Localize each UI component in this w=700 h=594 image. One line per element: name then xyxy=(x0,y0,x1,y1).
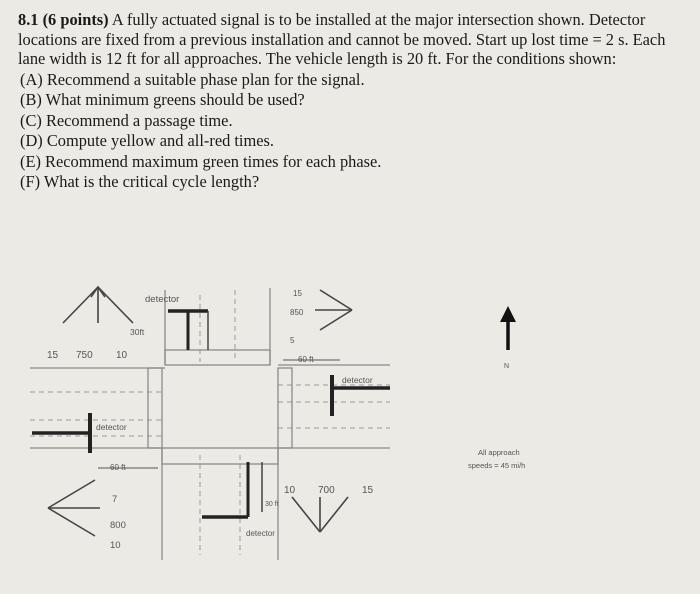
speed-note xyxy=(468,448,525,470)
stop-areas xyxy=(148,350,292,464)
west-detector-label: detector xyxy=(96,422,127,432)
north-dist-label: 30ft xyxy=(130,327,145,337)
east-movement-arrows xyxy=(315,290,352,330)
west-volume-left: 15 xyxy=(47,350,59,361)
west-volumes xyxy=(47,350,128,361)
question-d: (D) Compute yellow and all-red times. xyxy=(20,131,274,150)
north-detectors xyxy=(130,294,208,350)
west-detector xyxy=(32,413,127,453)
question-f: (F) What is the critical cycle length? xyxy=(20,172,260,191)
south-volume-left: 7 xyxy=(112,494,118,505)
question-c: (C) Recommend a passage time. xyxy=(20,110,233,130)
speed-note-line1: All approach xyxy=(478,448,520,457)
road-edges xyxy=(30,288,390,560)
west-movement-arrows xyxy=(48,480,100,536)
east-detector-label: detector xyxy=(342,375,373,385)
north-movement-arrows xyxy=(63,287,133,323)
question-b: (B) What minimum greens should be used? xyxy=(20,90,305,109)
problem-body: A fully actuated signal is to be installed at the major intersection shown. Detector locations are fixed from a previous installation and cannot be moved. Start up lost time = 2 s. Each lane width is 12 ft for all approaches. The vehicle length is 20 ft. For the conditions shown: xyxy=(18,10,666,68)
west-dist-label: 60 ft xyxy=(110,463,126,472)
west-volume-through: 750 xyxy=(76,350,93,361)
east-volume-right: 5 xyxy=(290,336,295,345)
south-volumes xyxy=(110,494,126,551)
north-volumes xyxy=(284,485,374,496)
north-arrow-icon xyxy=(500,306,516,370)
east-volume-through: 850 xyxy=(290,308,304,317)
north-volume-left: 10 xyxy=(284,485,296,496)
north-volume-right: 15 xyxy=(362,485,374,496)
north-arrow-label: N xyxy=(504,363,510,370)
east-volumes xyxy=(290,289,304,345)
south-volume-through: 800 xyxy=(110,520,126,531)
east-dist-label: 60 ft xyxy=(298,355,314,364)
east-dist-marker xyxy=(283,355,340,364)
north-detector-label: detector xyxy=(145,294,180,305)
west-dist-marker xyxy=(98,463,158,472)
east-volume-left: 15 xyxy=(293,289,302,298)
north-volume-through: 700 xyxy=(318,485,335,496)
problem-number: 8.1 (6 points) xyxy=(18,10,109,29)
south-dist-label: 30 ft xyxy=(265,501,279,508)
question-a: (A) Recommend a suitable phase plan for the signal. xyxy=(20,69,365,89)
speed-note-line2: speeds = 45 mi/h xyxy=(468,461,526,470)
south-detector-label: detector xyxy=(246,529,275,538)
question-e: (E) Recommend maximum green times for each phase. xyxy=(20,151,382,171)
west-volume-right: 10 xyxy=(116,350,128,361)
north-bound-arrows xyxy=(292,497,348,532)
south-volume-right: 10 xyxy=(110,540,121,551)
east-detector xyxy=(332,375,390,416)
